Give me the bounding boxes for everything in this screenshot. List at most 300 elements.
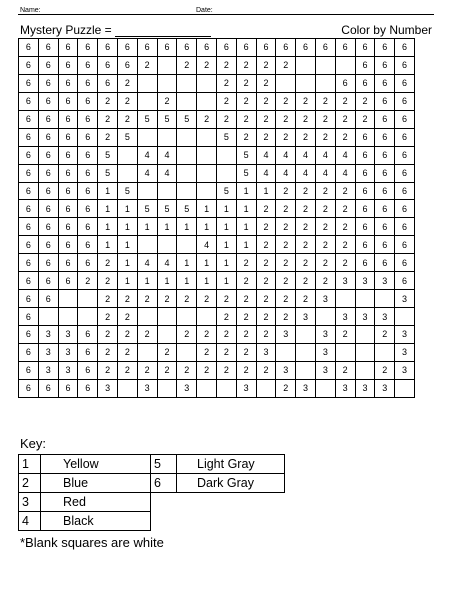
grid-cell: 2 <box>256 110 276 128</box>
grid-cell: 6 <box>375 92 395 110</box>
grid-cell <box>78 290 98 308</box>
grid-cell: 2 <box>296 200 316 218</box>
key-number: 2 <box>19 474 41 493</box>
grid-cell <box>296 56 316 74</box>
grid-cell: 3 <box>395 290 415 308</box>
grid-cell: 6 <box>58 146 78 164</box>
grid-cell: 6 <box>395 182 415 200</box>
grid-cell <box>58 308 78 326</box>
grid-cell <box>157 182 177 200</box>
grid-cell: 1 <box>197 218 217 236</box>
grid-cell: 4 <box>256 146 276 164</box>
grid-cell: 2 <box>315 128 335 146</box>
grid-cell: 1 <box>98 218 118 236</box>
grid-cell: 2 <box>375 361 395 379</box>
grid-cell <box>335 56 355 74</box>
grid-cell: 6 <box>58 110 78 128</box>
grid-row <box>19 182 415 200</box>
grid-cell: 5 <box>216 182 236 200</box>
grid-cell: 6 <box>19 379 39 397</box>
grid-cell <box>197 74 217 92</box>
grid-cell: 1 <box>177 254 197 272</box>
grid-cell: 6 <box>78 254 98 272</box>
grid-cell: 5 <box>216 128 236 146</box>
grid-cell: 6 <box>58 128 78 146</box>
key-number: 3 <box>19 493 41 512</box>
grid-cell: 5 <box>236 164 256 182</box>
grid-cell: 6 <box>58 254 78 272</box>
grid-cell: 6 <box>375 218 395 236</box>
grid-cell: 6 <box>355 254 375 272</box>
grid-cell: 3 <box>315 290 335 308</box>
grid-cell: 6 <box>98 39 118 57</box>
grid-cell: 2 <box>355 92 375 110</box>
grid-cell <box>177 92 197 110</box>
grid-cell <box>137 236 157 254</box>
grid-cell: 2 <box>177 56 197 74</box>
grid-cell: 6 <box>315 39 335 57</box>
grid-cell <box>117 379 137 397</box>
grid-cell: 2 <box>256 218 276 236</box>
grid-cell: 1 <box>98 182 118 200</box>
grid-cell: 6 <box>58 182 78 200</box>
grid-cell: 1 <box>117 236 137 254</box>
grid-cell <box>315 379 335 397</box>
grid-cell: 1 <box>177 272 197 290</box>
grid-row <box>19 326 415 344</box>
grid-cell <box>177 164 197 182</box>
grid-cell: 2 <box>236 290 256 308</box>
puzzle-subtitle: Color by Number <box>341 23 432 37</box>
grid-row <box>19 343 415 361</box>
grid-cell: 2 <box>157 92 177 110</box>
header-line <box>18 14 434 15</box>
grid-cell: 6 <box>375 56 395 74</box>
grid-cell: 2 <box>315 92 335 110</box>
grid-cell: 6 <box>395 74 415 92</box>
grid-cell: 2 <box>197 361 217 379</box>
grid-cell: 6 <box>38 39 58 57</box>
grid-cell: 6 <box>19 254 39 272</box>
grid-cell: 2 <box>276 254 296 272</box>
grid-cell: 6 <box>236 39 256 57</box>
grid-cell: 2 <box>355 110 375 128</box>
grid-cell: 6 <box>19 164 39 182</box>
grid-cell: 6 <box>38 218 58 236</box>
grid-cell <box>177 343 197 361</box>
grid-cell: 2 <box>236 92 256 110</box>
grid-cell <box>137 74 157 92</box>
grid-cell: 6 <box>38 92 58 110</box>
grid-cell: 5 <box>117 182 137 200</box>
grid-cell: 2 <box>216 110 236 128</box>
key-row <box>19 493 285 512</box>
grid-cell <box>335 343 355 361</box>
grid-cell <box>117 146 137 164</box>
grid-cell <box>355 290 375 308</box>
key-color: Light Gray <box>177 455 285 474</box>
grid-cell <box>157 379 177 397</box>
grid-cell: 3 <box>335 272 355 290</box>
grid-cell: 2 <box>137 361 157 379</box>
grid-cell: 6 <box>137 39 157 57</box>
grid-cell: 4 <box>256 164 276 182</box>
grid-cell: 6 <box>375 128 395 146</box>
grid-cell: 1 <box>236 182 256 200</box>
grid-cell: 6 <box>38 290 58 308</box>
grid-cell: 2 <box>256 290 276 308</box>
grid-cell: 6 <box>19 361 39 379</box>
key-number: 5 <box>151 455 177 474</box>
grid-cell: 6 <box>177 39 197 57</box>
grid-row <box>19 39 415 57</box>
grid-cell <box>216 164 236 182</box>
grid-cell: 6 <box>98 74 118 92</box>
key-color: Red <box>41 493 151 512</box>
grid-cell <box>375 290 395 308</box>
grid-cell: 2 <box>335 361 355 379</box>
grid-cell: 4 <box>157 146 177 164</box>
grid-cell: 1 <box>236 200 256 218</box>
grid-cell: 2 <box>296 110 316 128</box>
grid-cell: 6 <box>375 110 395 128</box>
grid-cell <box>315 56 335 74</box>
grid-cell: 3 <box>58 361 78 379</box>
grid-cell: 1 <box>197 200 217 218</box>
grid-cell: 2 <box>117 290 137 308</box>
grid-cell: 6 <box>78 326 98 344</box>
grid-cell: 2 <box>296 290 316 308</box>
grid-cell: 4 <box>315 146 335 164</box>
grid-cell: 2 <box>256 200 276 218</box>
grid-cell <box>137 128 157 146</box>
grid-cell: 6 <box>58 56 78 74</box>
grid-cell: 6 <box>355 56 375 74</box>
grid-cell: 6 <box>375 74 395 92</box>
grid-cell: 2 <box>177 290 197 308</box>
grid-cell: 2 <box>137 290 157 308</box>
grid-cell: 6 <box>78 39 98 57</box>
grid-cell: 2 <box>117 110 137 128</box>
grid-cell: 5 <box>117 128 137 146</box>
grid-cell: 6 <box>38 272 58 290</box>
grid-cell: 2 <box>315 110 335 128</box>
grid-cell <box>177 128 197 146</box>
grid-cell: 1 <box>157 218 177 236</box>
grid-cell: 2 <box>216 92 236 110</box>
grid-cell: 6 <box>395 200 415 218</box>
grid-cell: 5 <box>236 146 256 164</box>
grid-row <box>19 272 415 290</box>
grid-cell: 2 <box>315 182 335 200</box>
grid-cell: 4 <box>137 146 157 164</box>
grid-cell: 3 <box>375 308 395 326</box>
grid-cell: 6 <box>335 74 355 92</box>
grid-cell: 6 <box>78 128 98 146</box>
grid-cell: 1 <box>137 218 157 236</box>
grid-cell: 3 <box>276 326 296 344</box>
grid-cell: 2 <box>276 290 296 308</box>
grid-cell <box>296 74 316 92</box>
grid-cell: 1 <box>137 272 157 290</box>
grid-cell: 5 <box>177 110 197 128</box>
grid-cell: 4 <box>276 164 296 182</box>
grid-cell: 1 <box>197 272 217 290</box>
grid-cell: 2 <box>296 218 316 236</box>
grid-cell: 4 <box>276 146 296 164</box>
grid-cell: 3 <box>137 379 157 397</box>
grid-cell: 6 <box>395 146 415 164</box>
grid-cell: 2 <box>117 308 137 326</box>
grid-cell: 6 <box>78 361 98 379</box>
grid-cell: 3 <box>38 361 58 379</box>
grid-cell <box>197 146 217 164</box>
grid-cell: 6 <box>355 218 375 236</box>
grid-cell: 1 <box>98 236 118 254</box>
grid-cell: 6 <box>197 39 217 57</box>
grid-cell: 2 <box>98 361 118 379</box>
grid-cell: 6 <box>38 379 58 397</box>
grid-cell: 2 <box>276 182 296 200</box>
key-color: Blue <box>41 474 151 493</box>
grid-row <box>19 361 415 379</box>
grid-cell: 1 <box>216 218 236 236</box>
grid-cell: 6 <box>19 74 39 92</box>
grid-cell: 6 <box>355 200 375 218</box>
key-color: Dark Gray <box>177 474 285 493</box>
grid-cell: 3 <box>98 379 118 397</box>
grid-cell: 2 <box>98 92 118 110</box>
grid-cell: 6 <box>395 254 415 272</box>
grid-row <box>19 379 415 397</box>
grid-cell <box>355 361 375 379</box>
grid-cell: 6 <box>19 218 39 236</box>
grid-cell: 5 <box>177 200 197 218</box>
name-label: Name: <box>20 7 41 14</box>
puzzle-grid <box>18 38 415 398</box>
grid-cell <box>177 236 197 254</box>
grid-cell: 2 <box>197 343 217 361</box>
grid-cell: 2 <box>236 308 256 326</box>
grid-cell: 1 <box>216 236 236 254</box>
grid-cell: 6 <box>58 164 78 182</box>
grid-cell: 2 <box>315 254 335 272</box>
grid-cell: 3 <box>315 343 335 361</box>
grid-cell: 2 <box>335 110 355 128</box>
grid-cell: 6 <box>58 236 78 254</box>
grid-cell: 4 <box>157 164 177 182</box>
grid-cell: 2 <box>296 254 316 272</box>
grid-cell: 3 <box>38 343 58 361</box>
grid-cell: 1 <box>177 218 197 236</box>
grid-cell: 6 <box>19 290 39 308</box>
grid-cell: 2 <box>335 92 355 110</box>
grid-cell <box>276 74 296 92</box>
grid-cell: 2 <box>98 290 118 308</box>
grid-cell: 2 <box>236 56 256 74</box>
grid-cell: 6 <box>78 218 98 236</box>
grid-cell: 6 <box>355 236 375 254</box>
grid-cell <box>157 326 177 344</box>
grid-cell: 6 <box>78 164 98 182</box>
grid-cell <box>137 343 157 361</box>
grid-cell <box>197 182 217 200</box>
grid-cell <box>296 343 316 361</box>
grid-cell: 6 <box>395 218 415 236</box>
grid-row <box>19 92 415 110</box>
grid-cell: 2 <box>256 74 276 92</box>
grid-cell: 5 <box>157 110 177 128</box>
grid-cell: 2 <box>117 343 137 361</box>
grid-cell: 2 <box>98 254 118 272</box>
grid-cell: 4 <box>335 164 355 182</box>
grid-cell: 2 <box>117 326 137 344</box>
grid-row <box>19 74 415 92</box>
grid-cell: 6 <box>19 92 39 110</box>
grid-cell: 6 <box>375 254 395 272</box>
grid-cell: 6 <box>38 56 58 74</box>
grid-cell: 6 <box>395 92 415 110</box>
grid-cell: 6 <box>58 379 78 397</box>
grid-cell: 2 <box>197 56 217 74</box>
grid-cell: 6 <box>256 39 276 57</box>
grid-cell: 2 <box>276 128 296 146</box>
grid-cell: 6 <box>375 182 395 200</box>
grid-cell: 1 <box>98 200 118 218</box>
grid-cell: 6 <box>296 39 316 57</box>
grid-cell: 6 <box>19 56 39 74</box>
grid-cell: 6 <box>395 39 415 57</box>
grid-cell <box>335 290 355 308</box>
grid-cell: 2 <box>335 326 355 344</box>
grid-cell <box>157 128 177 146</box>
grid-cell <box>157 236 177 254</box>
key-title: Key: <box>20 436 47 451</box>
grid-cell: 3 <box>335 379 355 397</box>
grid-cell <box>197 92 217 110</box>
grid-cell: 3 <box>296 308 316 326</box>
grid-cell <box>78 308 98 326</box>
grid-cell: 6 <box>38 146 58 164</box>
grid-cell: 2 <box>98 128 118 146</box>
grid-cell <box>276 343 296 361</box>
grid-cell: 6 <box>78 343 98 361</box>
grid-cell <box>117 164 137 182</box>
grid-cell: 2 <box>98 272 118 290</box>
grid-cell: 6 <box>78 200 98 218</box>
grid-cell: 2 <box>315 272 335 290</box>
grid-cell: 1 <box>236 218 256 236</box>
grid-cell: 6 <box>355 39 375 57</box>
grid-cell: 6 <box>19 110 39 128</box>
grid-cell <box>355 343 375 361</box>
grid-cell: 6 <box>38 128 58 146</box>
puzzle-title: Mystery Puzzle = <box>20 23 211 37</box>
grid-cell: 3 <box>375 272 395 290</box>
grid-row <box>19 236 415 254</box>
grid-cell: 6 <box>38 110 58 128</box>
grid-cell: 5 <box>137 110 157 128</box>
grid-cell: 6 <box>216 39 236 57</box>
grid-cell <box>197 308 217 326</box>
grid-cell <box>197 164 217 182</box>
grid-cell: 2 <box>78 272 98 290</box>
grid-cell: 2 <box>236 110 256 128</box>
grid-cell: 2 <box>256 326 276 344</box>
grid-cell: 2 <box>236 361 256 379</box>
grid-cell: 6 <box>117 39 137 57</box>
grid-cell: 2 <box>98 110 118 128</box>
grid-cell <box>216 379 236 397</box>
grid-row <box>19 110 415 128</box>
grid-cell <box>315 74 335 92</box>
grid-cell: 2 <box>157 290 177 308</box>
grid-cell: 3 <box>395 361 415 379</box>
grid-cell: 6 <box>78 146 98 164</box>
grid-cell: 2 <box>98 308 118 326</box>
grid-row <box>19 56 415 74</box>
grid-cell: 2 <box>296 236 316 254</box>
grid-cell: 6 <box>395 164 415 182</box>
grid-cell: 2 <box>117 92 137 110</box>
grid-cell: 2 <box>137 326 157 344</box>
grid-cell: 6 <box>19 128 39 146</box>
grid-cell <box>177 308 197 326</box>
grid-cell: 5 <box>98 146 118 164</box>
grid-cell: 6 <box>395 236 415 254</box>
grid-cell: 6 <box>395 56 415 74</box>
grid-cell: 2 <box>117 74 137 92</box>
footnote: *Blank squares are white <box>20 535 164 550</box>
grid-cell: 6 <box>355 182 375 200</box>
grid-cell: 2 <box>315 236 335 254</box>
grid-cell: 3 <box>256 343 276 361</box>
grid-cell <box>137 182 157 200</box>
grid-cell: 3 <box>355 308 375 326</box>
grid-cell: 6 <box>157 39 177 57</box>
grid-cell: 6 <box>19 146 39 164</box>
grid-cell: 6 <box>375 200 395 218</box>
grid-cell: 2 <box>256 272 276 290</box>
grid-cell: 3 <box>355 379 375 397</box>
grid-cell <box>177 182 197 200</box>
date-label: Date: <box>196 7 213 14</box>
grid-cell: 1 <box>236 236 256 254</box>
grid-cell: 6 <box>335 39 355 57</box>
grid-cell: 6 <box>58 74 78 92</box>
grid-cell: 2 <box>216 56 236 74</box>
grid-cell: 6 <box>78 74 98 92</box>
grid-cell: 6 <box>38 74 58 92</box>
grid-cell: 6 <box>375 164 395 182</box>
grid-cell: 2 <box>216 361 236 379</box>
grid-cell: 2 <box>375 326 395 344</box>
grid-cell: 2 <box>216 308 236 326</box>
grid-cell: 6 <box>38 182 58 200</box>
grid-cell <box>177 146 197 164</box>
grid-cell: 6 <box>276 39 296 57</box>
grid-cell: 6 <box>78 56 98 74</box>
grid-cell: 2 <box>117 361 137 379</box>
grid-cell: 3 <box>296 379 316 397</box>
grid-cell: 6 <box>355 128 375 146</box>
grid-cell: 2 <box>296 272 316 290</box>
grid-cell: 2 <box>236 272 256 290</box>
grid-cell: 2 <box>256 361 276 379</box>
grid-cell: 2 <box>98 326 118 344</box>
grid-cell: 2 <box>335 128 355 146</box>
grid-cell: 2 <box>296 182 316 200</box>
